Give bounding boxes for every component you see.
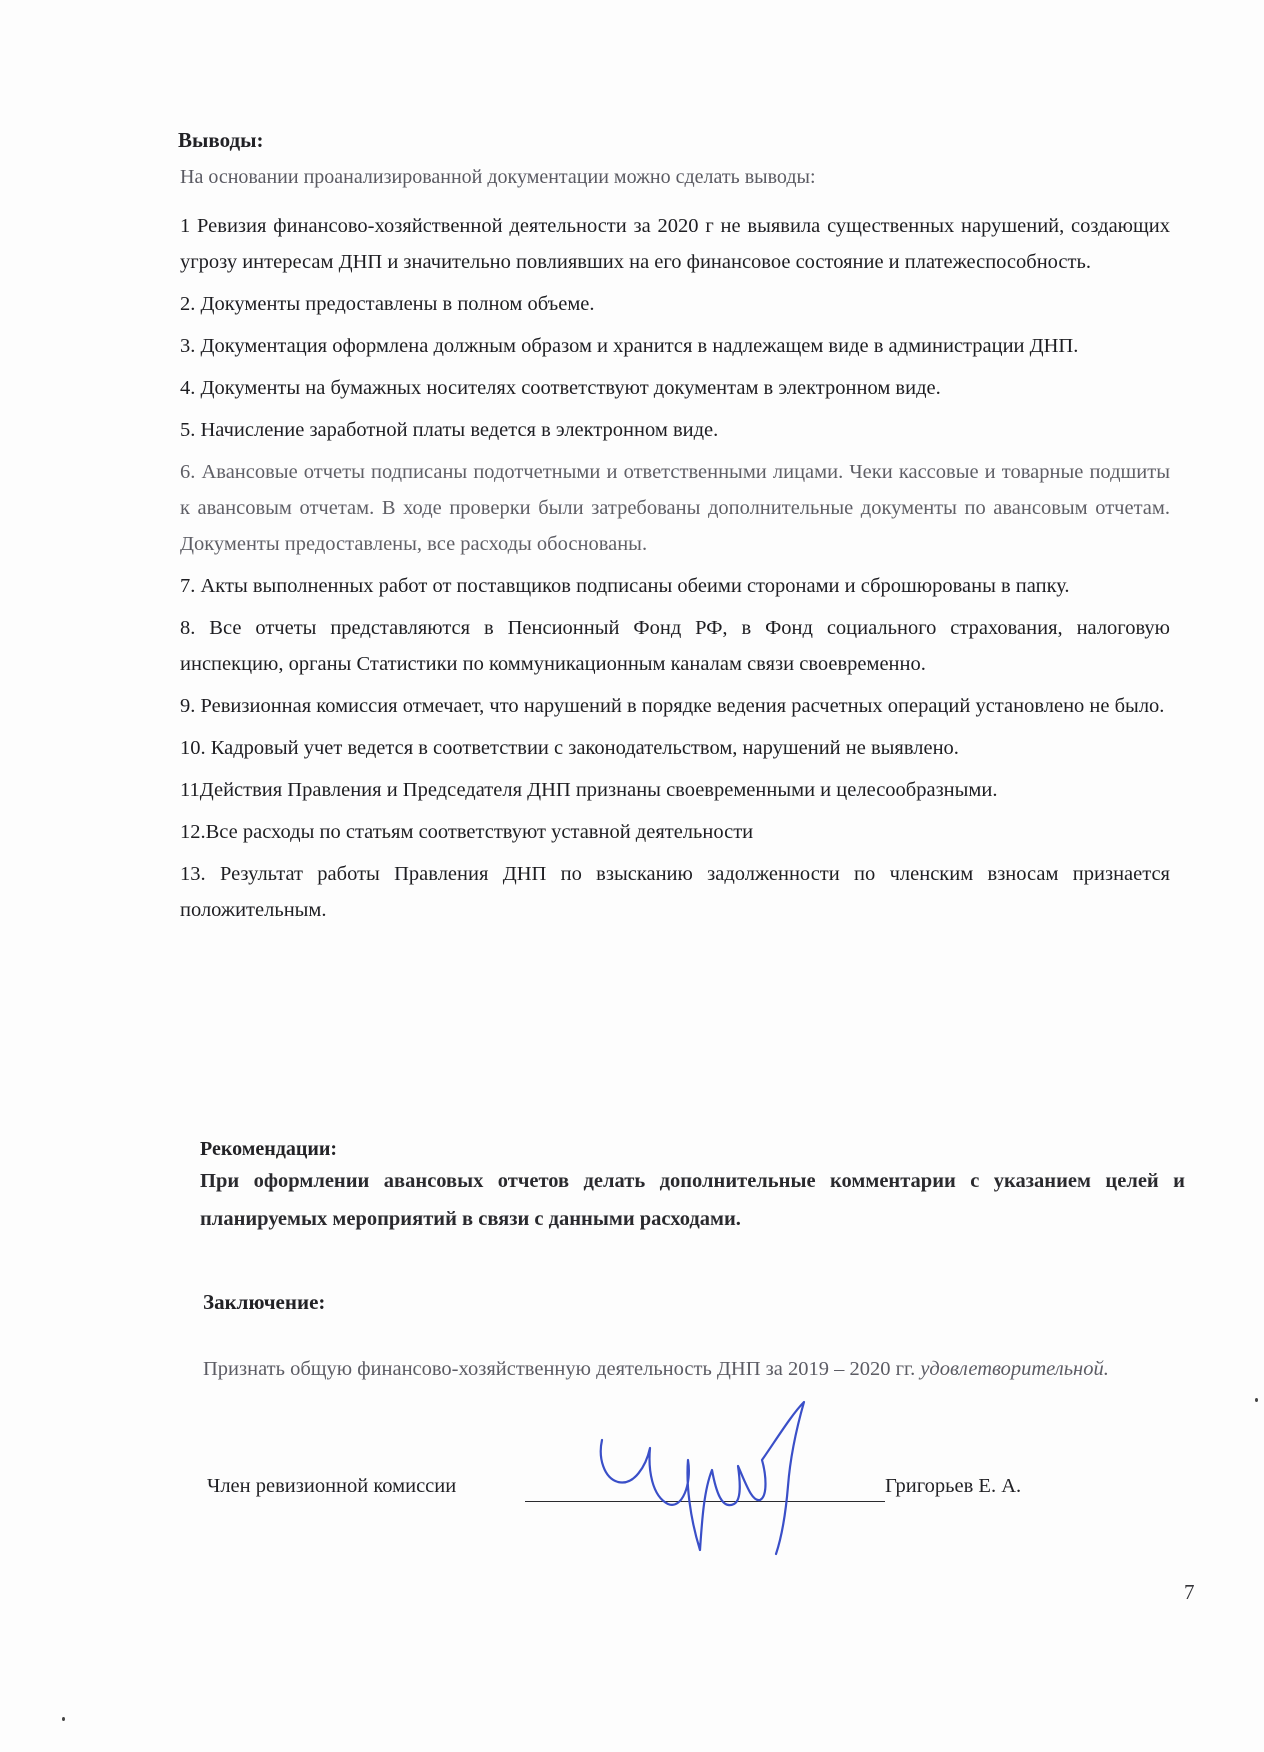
conclusion-item: 12.Все расходы по статьям соответствуют уставной деятельности [180,821,754,843]
conclusion-item: 1 Ревизия финансово-хозяйственной деятельности за 2020 г не выявила существенных нарушений, создающих угрозу интересам ДНП и значительно повлиявших на его финансовое состояние и платежеспособность. [180,215,1170,273]
conclusion-item: 9. Ревизионная комиссия отмечает, что нарушений в порядке ведения расчетных операций установлено не было. [180,695,1165,717]
signatory-name: Григорьев Е. А. [885,1475,1022,1497]
handwritten-signature [590,1400,810,1560]
conclusion-heading: Заключение: [203,1290,326,1314]
conclusion-item: 4. Документы на бумажных носителях соответствуют документам в электронном виде. [180,377,941,399]
recommendations-heading: Рекомендации: [200,1138,338,1160]
conclusion-item: 6. Авансовые отчеты подписаны подотчетными и ответственными лицами. Чеки кассовые и товарные подшиты к авансовым отчетам. В ходе проверки были затребованы дополнительные документы по авансовым отчетам. Документы предоставлены, все расходы обоснованы. [180,461,1170,555]
scan-speck [62,1717,65,1721]
conclusion-item: 5. Начисление заработной платы ведется в электронном виде. [180,419,719,441]
conclusions-intro: На основании проанализированной документации можно сделать выводы: [180,166,816,188]
signature-stroke [601,1402,804,1554]
conclusion-statement: Признать общую финансово-хозяйственную деятельность ДНП за 2019 – 2020 гг. [203,1358,916,1380]
signatory-role: Член ревизионной комиссии [207,1475,457,1497]
conclusion-item: 2. Документы предоставлены в полном объеме. [180,293,595,315]
page-number: 7 [1184,1580,1195,1604]
conclusion-item: 3. Документация оформлена должным образом и хранится в надлежащем виде в администрации ДНП. [180,335,1079,357]
conclusion-item: 7. Акты выполненных работ от поставщиков подписаны обеими сторонами и сброшюрованы в папку. [180,575,1070,597]
conclusion-item: 8. Все отчеты представляются в Пенсионный Фонд РФ, в Фонд социального страхования, налоговую инспекцию, органы Статистики по коммуникационным каналам связи своевременно. [180,617,1170,675]
conclusion-item: 13. Результат работы Правления ДНП по взысканию задолженности по членским взносам признается положительным. [180,863,1170,921]
scan-speck [1255,1398,1258,1402]
conclusions-list [180,208,1170,934]
recommendations-text: При оформлении авансовых отчетов делать дополнительные комментарии с указанием целей и планируемых мероприятий в связи с данными расходами. [200,1170,1185,1230]
conclusion-text [203,1350,1193,1388]
conclusion-item: 11Действия Правления и Председателя ДНП признаны своевременными и целесообразными. [180,779,998,801]
conclusion-item: 10. Кадровый учет ведется в соответствии с законодательством, нарушений не выявлено. [180,737,959,759]
conclusion-verdict: удовлетворительной. [920,1358,1109,1380]
conclusions-heading: Выводы: [178,128,264,152]
